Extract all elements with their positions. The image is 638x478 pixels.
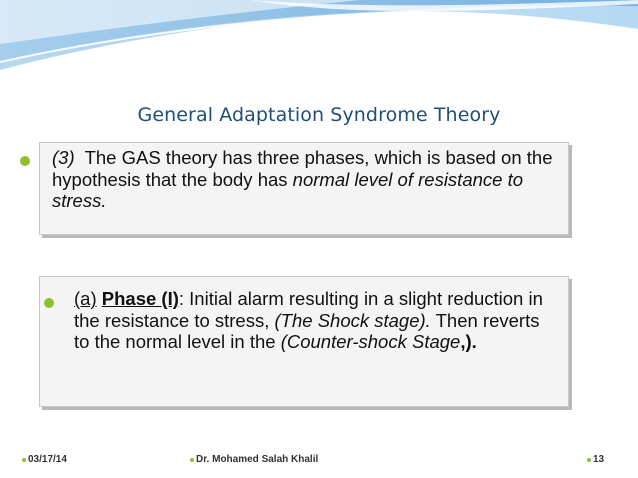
slide-title: General Adaptation Syndrome Theory [137,104,501,126]
counter-shock-stage: (Counter-shock Stage [280,331,461,352]
point-text: The GAS theory has three phases, which is based on the hypothesis that the body has [52,147,553,190]
phase-label: Phase (I) [101,288,179,309]
footer-date-text: 03/17/14 [28,454,67,465]
stage-ending: ,). [460,331,477,352]
shock-stage: (The Shock stage). [274,309,431,331]
footer-page-number [587,454,604,465]
point-marker: (a) [74,288,97,309]
footer-bullet-icon [190,458,194,462]
header-wave-decoration [0,0,638,80]
bullet-dot-icon [44,298,54,308]
bullet-point-1 [20,147,560,212]
footer-author-text: Dr. Mohamed Salah Khalil [196,454,319,465]
phase-text-2: Then reverts to the normal level in the [74,309,540,352]
footer-page-text: 13 [593,454,605,465]
point-number: (3) [52,147,75,168]
footer-date [22,454,67,465]
bullet-dot-icon [20,156,30,166]
bullet-text-1 [52,147,560,212]
footer-bullet-icon [587,458,591,462]
footer-author [190,454,318,465]
phase-text-1: : Initial alarm resulting in a slight reduction in the resistance to stress, [74,288,543,331]
bullet-point-2 [44,288,554,353]
footer-bullet-icon [22,458,26,462]
bullet-text-2 [74,288,554,353]
point-emphasis: normal level of resistance to stress. [52,168,524,211]
